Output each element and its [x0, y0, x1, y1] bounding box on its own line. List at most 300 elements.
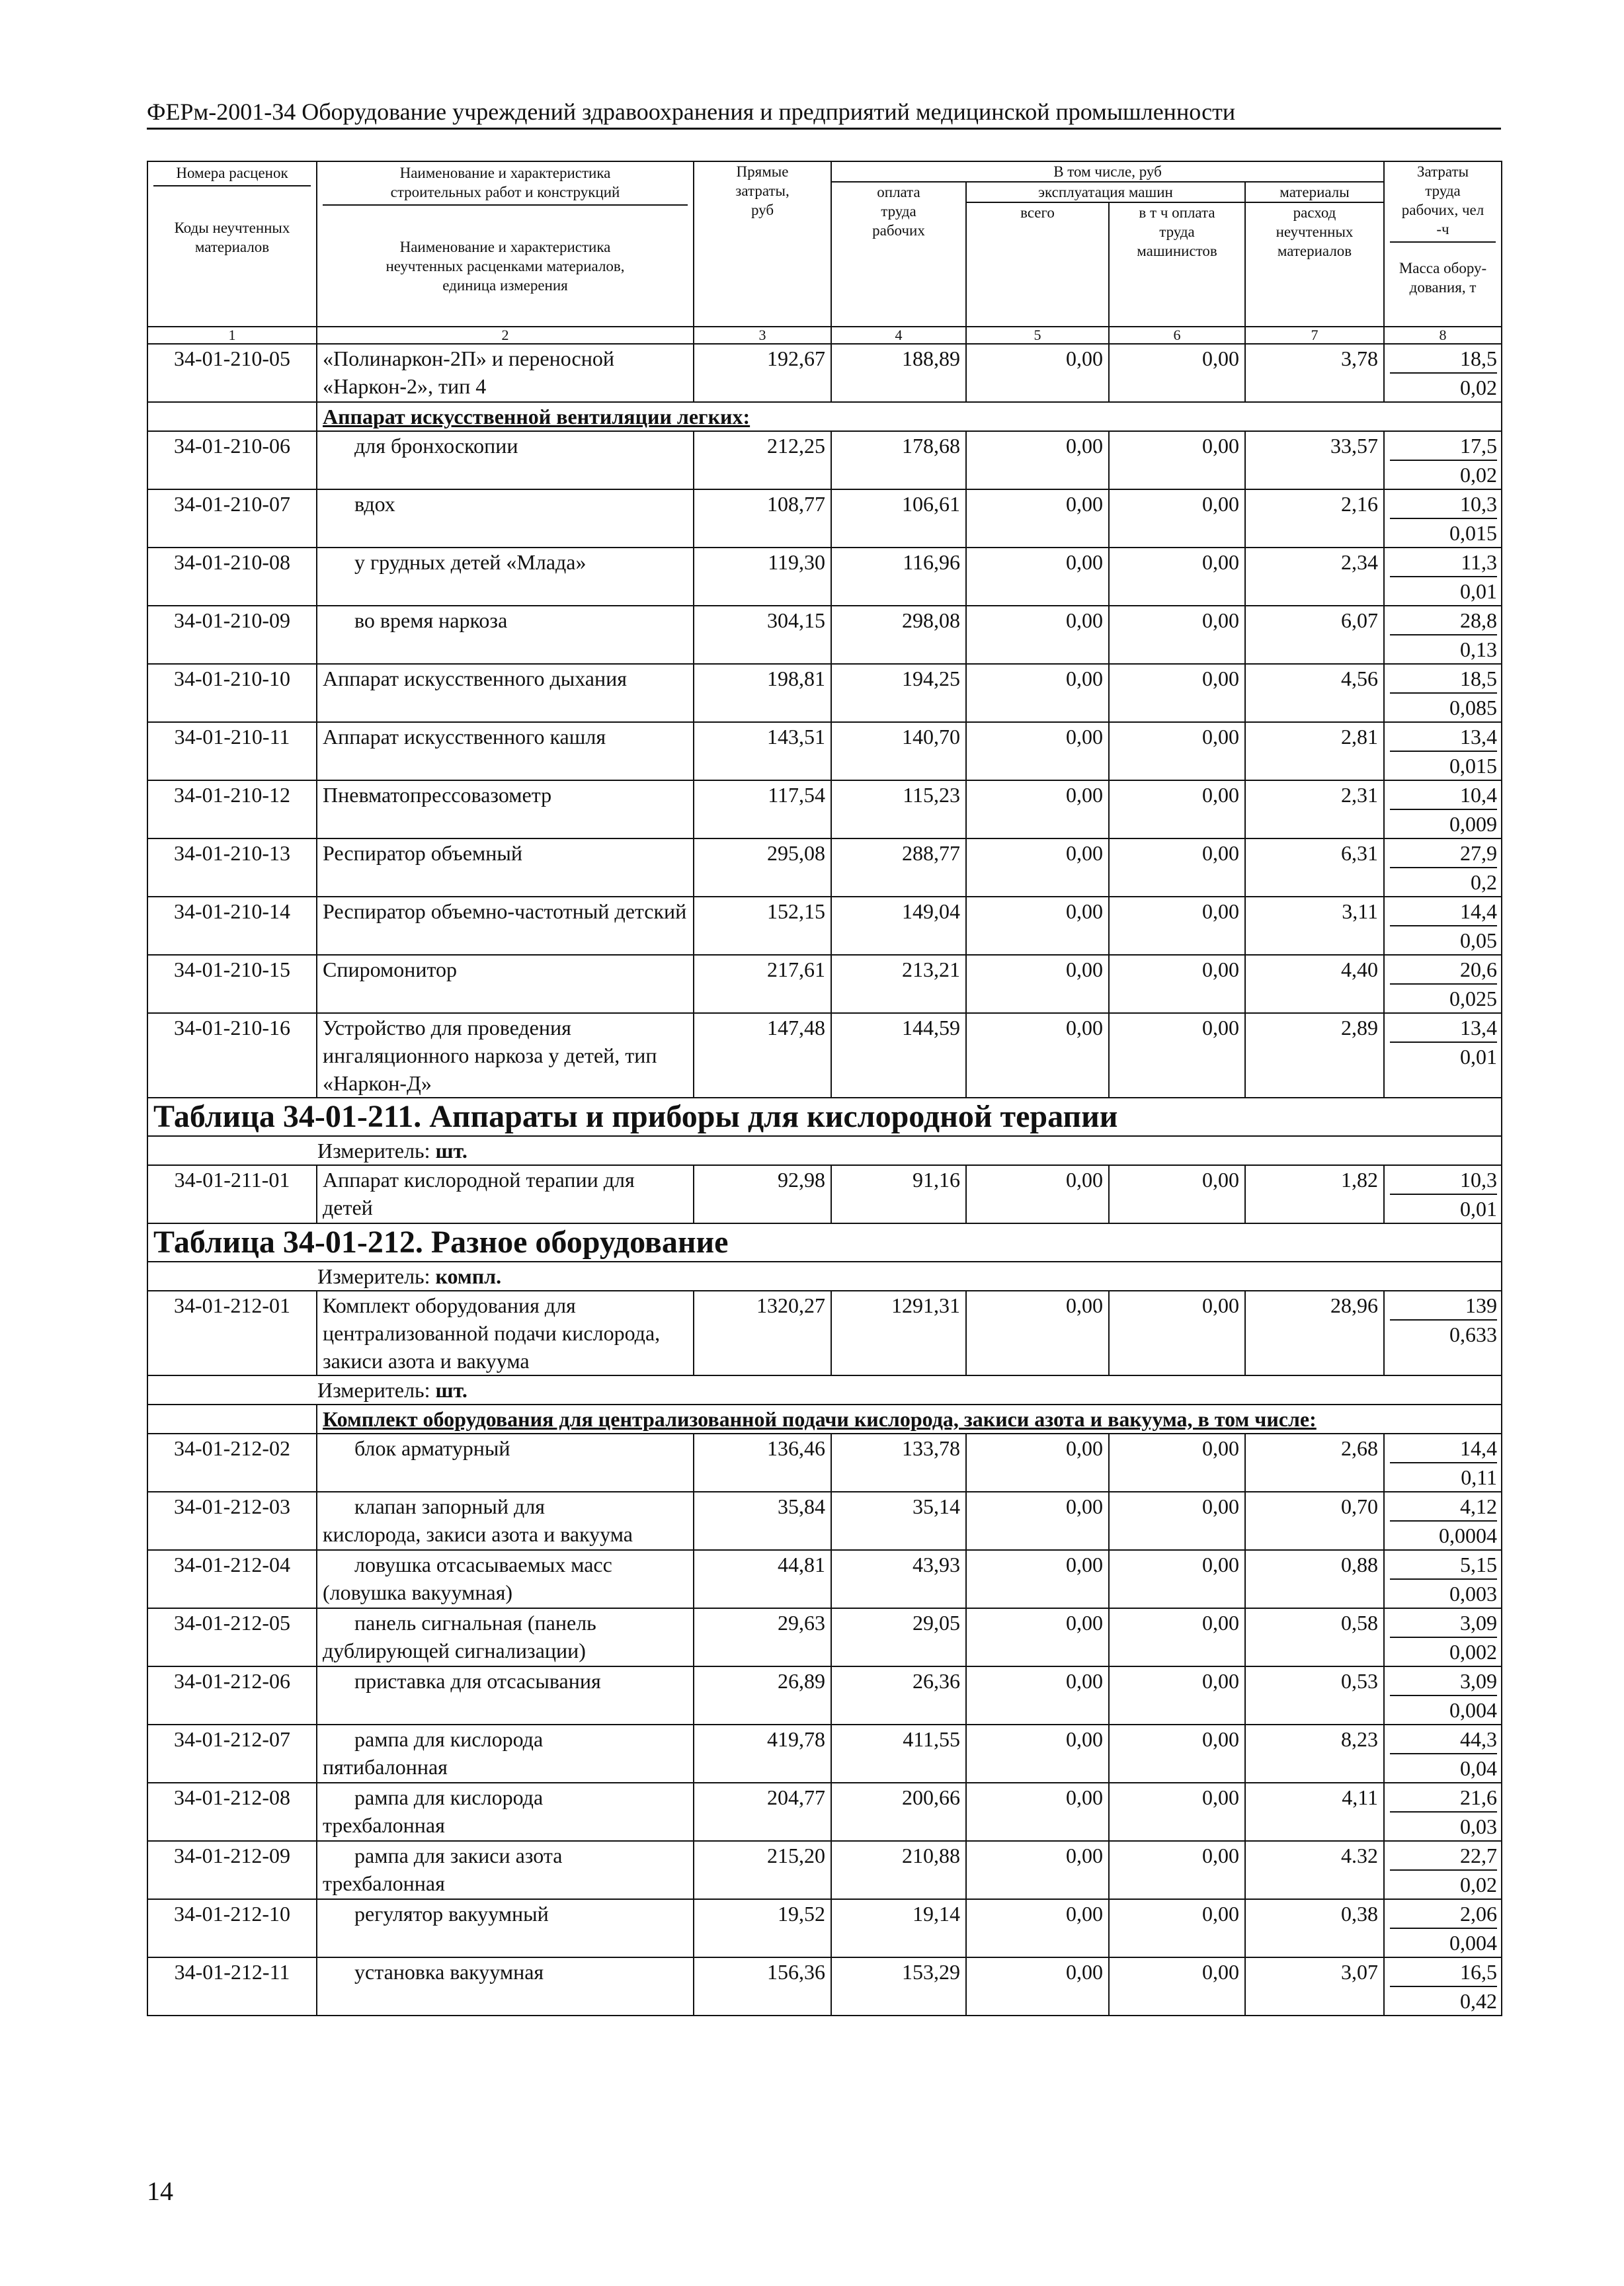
labor-cost: 43,93	[831, 1550, 966, 1608]
rate-code: 34-01-210-13	[147, 838, 317, 897]
labor-mass-cell	[1384, 548, 1502, 606]
material-cost: 4,11	[1245, 1783, 1384, 1841]
machinist-labor-cost: 0,00	[1109, 1899, 1245, 1957]
table-row	[147, 1666, 1502, 1725]
labor-cost: 298,08	[831, 606, 966, 664]
col8-bottom-label: Масса обору-дования, т	[1399, 260, 1487, 296]
rate-name-text: вдох	[354, 492, 395, 516]
material-cost: 0,70	[1245, 1492, 1384, 1550]
meter-label: Измеритель:	[317, 1139, 430, 1163]
direct-cost: 35,84	[694, 1492, 831, 1550]
labor-cost: 411,55	[831, 1725, 966, 1783]
rate-name-text: блок арматурный	[354, 1436, 510, 1460]
machine-cost: 0,00	[966, 489, 1109, 548]
labor-hours: 27,9	[1390, 839, 1497, 868]
machine-cost: 0,00	[966, 1957, 1109, 2016]
labor-hours: 16,5	[1390, 1958, 1497, 1987]
rate-name	[317, 664, 694, 722]
direct-cost: 136,46	[694, 1434, 831, 1492]
col6-header: в т ч оплата труда машинистов	[1109, 202, 1245, 327]
rate-code: 34-01-212-09	[147, 1841, 317, 1899]
equipment-mass: 0,42	[1460, 1989, 1498, 2013]
col4-header: оплата труда рабочих	[831, 182, 966, 327]
machinist-labor-cost: 0,00	[1109, 1783, 1245, 1841]
machine-cost: 0,00	[966, 1550, 1109, 1608]
rate-name-text: Комплект оборудования для централизованной подачи кислорода, закиси азота и вакуума	[323, 1293, 661, 1373]
direct-cost: 198,81	[694, 664, 831, 722]
rate-name-text: Спиромонитор	[323, 958, 458, 981]
rate-name-text: Аппарат искусственного дыхания	[323, 667, 627, 690]
column-number: 1	[147, 327, 317, 344]
labor-hours: 18,5	[1390, 665, 1497, 694]
machinist-labor-cost: 0,00	[1109, 1666, 1245, 1725]
direct-cost: 212,25	[694, 431, 831, 489]
equipment-mass: 0,0004	[1439, 1524, 1498, 1547]
equipment-mass: 0,02	[1460, 1873, 1498, 1897]
equipment-mass: 0,05	[1460, 928, 1498, 952]
equipment-mass: 0,11	[1461, 1465, 1498, 1489]
section-heading: Аппарат искусственной вентиляции легких:	[317, 402, 1502, 431]
direct-cost: 119,30	[694, 548, 831, 606]
rate-name-text: клапан запорный для	[354, 1494, 546, 1518]
material-cost: 4,40	[1245, 955, 1384, 1013]
direct-cost: 117,54	[694, 780, 831, 838]
rate-name	[317, 548, 694, 606]
labor-hours: 5,15	[1390, 1551, 1497, 1580]
material-cost: 28,96	[1245, 1291, 1384, 1375]
column-number: 3	[694, 327, 831, 344]
rate-name	[317, 955, 694, 1013]
table-row	[147, 1841, 1502, 1899]
labor-mass-cell	[1384, 606, 1502, 664]
equipment-mass: 0,004	[1449, 1931, 1498, 1955]
labor-mass-cell	[1384, 1783, 1502, 1841]
rate-name-text: для бронхоскопии	[354, 434, 518, 458]
labor-cost: 200,66	[831, 1783, 966, 1841]
equipment-mass: 0,01	[1460, 1197, 1498, 1221]
material-cost: 33,57	[1245, 431, 1384, 489]
labor-mass-cell	[1384, 1899, 1502, 1957]
col3-header: Прямые затраты, руб	[694, 161, 831, 327]
rate-name	[317, 1165, 694, 1223]
rate-name-text: Пневматопрессовазометр	[323, 783, 552, 807]
rate-code: 34-01-210-10	[147, 664, 317, 722]
rate-name-text: регулятор вакуумный	[354, 1902, 549, 1926]
material-cost: 0,88	[1245, 1550, 1384, 1608]
rate-name	[317, 606, 694, 664]
rate-name	[317, 1957, 694, 2016]
material-cost: 1,82	[1245, 1165, 1384, 1223]
labor-hours: 2,06	[1390, 1900, 1497, 1929]
rate-name-text: рампа для кислорода	[354, 1785, 544, 1809]
labor-cost: 210,88	[831, 1841, 966, 1899]
labor-hours: 14,4	[1390, 1434, 1497, 1463]
table-row	[147, 955, 1502, 1013]
equipment-mass: 0,025	[1449, 987, 1498, 1010]
meter-unit: компл.	[435, 1264, 502, 1288]
table-row	[147, 548, 1502, 606]
machinist-labor-cost: 0,00	[1109, 955, 1245, 1013]
equipment-mass: 0,004	[1449, 1698, 1498, 1722]
rate-name	[317, 780, 694, 838]
labor-mass-cell	[1384, 1291, 1502, 1375]
labor-cost: 116,96	[831, 548, 966, 606]
machine-cost: 0,00	[966, 1165, 1109, 1223]
labor-mass-cell	[1384, 780, 1502, 838]
rate-name	[317, 1291, 694, 1375]
labor-mass-cell	[1384, 722, 1502, 780]
direct-cost: 215,20	[694, 1841, 831, 1899]
labor-mass-cell	[1384, 955, 1502, 1013]
col8-top-label: Затраты труда рабочих, чел -ч	[1390, 162, 1496, 243]
rate-code: 34-01-210-11	[147, 722, 317, 780]
meter-unit: шт.	[435, 1139, 467, 1163]
material-cost: 2,68	[1245, 1434, 1384, 1492]
labor-hours: 3,09	[1390, 1667, 1497, 1696]
rate-name-continuation: пятибалонная	[323, 1755, 448, 1779]
rate-code: 34-01-212-11	[147, 1957, 317, 2016]
equipment-mass: 0,002	[1449, 1640, 1498, 1664]
table-row	[147, 1165, 1502, 1223]
machinist-labor-cost: 0,00	[1109, 722, 1245, 780]
machine-cost: 0,00	[966, 664, 1109, 722]
equipment-mass: 0,633	[1449, 1323, 1498, 1346]
rate-code: 34-01-211-01	[147, 1165, 317, 1223]
meter	[147, 1375, 1502, 1405]
labor-mass-cell	[1384, 1957, 1502, 2016]
labor-hours: 11,3	[1390, 548, 1497, 577]
rate-name	[317, 1434, 694, 1492]
rate-name	[317, 1608, 694, 1666]
rate-code: 34-01-210-14	[147, 897, 317, 955]
labor-cost: 149,04	[831, 897, 966, 955]
labor-hours: 13,4	[1390, 1014, 1497, 1043]
labor-cost: 26,36	[831, 1666, 966, 1725]
material-cost: 0,38	[1245, 1899, 1384, 1957]
table-row	[147, 1899, 1502, 1957]
machine-cost: 0,00	[966, 431, 1109, 489]
equipment-mass: 0,2	[1471, 870, 1498, 894]
machinist-labor-cost: 0,00	[1109, 664, 1245, 722]
labor-hours: 13,4	[1390, 723, 1497, 752]
rate-name	[317, 722, 694, 780]
rate-name-text: Аппарат искусственного кашля	[323, 725, 606, 749]
direct-cost: 152,15	[694, 897, 831, 955]
labor-cost: 115,23	[831, 780, 966, 838]
labor-cost: 1291,31	[831, 1291, 966, 1375]
rate-name-text: во время наркоза	[354, 608, 508, 632]
rate-name-continuation: трехбалонная	[323, 1871, 445, 1895]
rate-name	[317, 897, 694, 955]
table-title: Таблица 34-01-212. Разное оборудование	[147, 1223, 1502, 1262]
material-cost: 8,23	[1245, 1725, 1384, 1783]
rate-name	[317, 1013, 694, 1098]
labor-cost: 178,68	[831, 431, 966, 489]
materials-header: материалы	[1245, 182, 1384, 202]
machine-cost: 0,00	[966, 1899, 1109, 1957]
rate-name-text: панель сигнальная (панель	[354, 1611, 596, 1635]
rate-code: 34-01-210-06	[147, 431, 317, 489]
rate-name-text: установка вакуумная	[354, 1960, 544, 1984]
machinist-labor-cost: 0,00	[1109, 1841, 1245, 1899]
rate-code: 34-01-210-05	[147, 344, 317, 402]
direct-cost: 217,61	[694, 955, 831, 1013]
machine-cost: 0,00	[966, 344, 1109, 402]
table-row	[147, 780, 1502, 838]
material-cost: 3,07	[1245, 1957, 1384, 2016]
section-blank	[147, 402, 317, 431]
table-row	[147, 1291, 1502, 1375]
rates-table	[147, 161, 1502, 2016]
table-row	[147, 722, 1502, 780]
labor-cost: 288,77	[831, 838, 966, 897]
labor-mass-cell	[1384, 344, 1502, 402]
machinist-labor-cost: 0,00	[1109, 489, 1245, 548]
machine-cost: 0,00	[966, 1608, 1109, 1666]
direct-cost: 295,08	[694, 838, 831, 897]
rate-name-text: у грудных детей «Млада»	[354, 550, 587, 574]
rate-name	[317, 838, 694, 897]
direct-cost: 304,15	[694, 606, 831, 664]
machine-cost: 0,00	[966, 897, 1109, 955]
direct-cost: 192,67	[694, 344, 831, 402]
rate-name	[317, 489, 694, 548]
machine-cost: 0,00	[966, 1666, 1109, 1725]
labor-hours: 4,12	[1390, 1492, 1497, 1522]
column-numbers-row	[147, 327, 1502, 344]
table-row	[147, 1957, 1502, 2016]
rate-code: 34-01-212-06	[147, 1666, 317, 1725]
labor-mass-cell	[1384, 1666, 1502, 1725]
labor-mass-cell	[1384, 1608, 1502, 1666]
table-row	[147, 664, 1502, 722]
table-row	[147, 1783, 1502, 1841]
labor-hours: 10,3	[1390, 490, 1497, 519]
section-blank	[147, 1405, 317, 1434]
rate-name-text: рампа для кислорода	[354, 1727, 544, 1751]
column-number: 2	[317, 327, 694, 344]
rate-name-text: Устройство для проведения ингаляционного наркоза у детей, тип «Наркон-Д»	[323, 1016, 657, 1095]
machinist-labor-cost: 0,00	[1109, 1434, 1245, 1492]
rate-code: 34-01-212-04	[147, 1550, 317, 1608]
direct-cost: 1320,27	[694, 1291, 831, 1375]
rate-code: 34-01-212-10	[147, 1899, 317, 1957]
direct-cost: 143,51	[694, 722, 831, 780]
machine-cost: 0,00	[966, 1783, 1109, 1841]
col1-bottom-label: Коды неучтенных материалов	[174, 220, 290, 255]
labor-mass-cell	[1384, 1841, 1502, 1899]
rate-name	[317, 1666, 694, 1725]
machine-cost: 0,00	[966, 780, 1109, 838]
rates-sheet	[147, 161, 1501, 2016]
rate-code: 34-01-212-02	[147, 1434, 317, 1492]
labor-cost: 213,21	[831, 955, 966, 1013]
equipment-mass: 0,13	[1460, 637, 1498, 661]
labor-mass-cell	[1384, 1725, 1502, 1783]
labor-hours: 10,3	[1390, 1166, 1497, 1195]
equipment-mass: 0,01	[1460, 579, 1498, 603]
machinist-labor-cost: 0,00	[1109, 1291, 1245, 1375]
equipment-mass: 0,02	[1460, 376, 1498, 399]
material-cost: 2,31	[1245, 780, 1384, 838]
rate-code: 34-01-212-08	[147, 1783, 317, 1841]
rate-name-continuation: трехбалонная	[323, 1813, 445, 1837]
rate-code: 34-01-210-08	[147, 548, 317, 606]
section-heading: Комплект оборудования для централизованной подачи кислорода, закиси азота и вакуума, в том числе:	[317, 1405, 1502, 1434]
machinist-labor-cost: 0,00	[1109, 1608, 1245, 1666]
material-cost: 4.32	[1245, 1841, 1384, 1899]
table-title-row	[147, 1223, 1502, 1262]
col8-header	[1384, 161, 1502, 327]
machine-cost: 0,00	[966, 1434, 1109, 1492]
labor-cost: 194,25	[831, 664, 966, 722]
material-cost: 6,07	[1245, 606, 1384, 664]
rate-name-text: рампа для закиси азота	[354, 1844, 563, 1867]
meter	[147, 1262, 1502, 1291]
column-number: 4	[831, 327, 966, 344]
labor-mass-cell	[1384, 1492, 1502, 1550]
direct-cost: 29,63	[694, 1608, 831, 1666]
rate-name-text: Респиратор объемно-частотный детский	[323, 899, 687, 923]
material-cost: 3,11	[1245, 897, 1384, 955]
material-cost: 3,78	[1245, 344, 1384, 402]
material-cost: 6,31	[1245, 838, 1384, 897]
labor-mass-cell	[1384, 1013, 1502, 1098]
direct-cost: 419,78	[694, 1725, 831, 1783]
material-cost: 2,16	[1245, 489, 1384, 548]
material-cost: 0,58	[1245, 1608, 1384, 1666]
col2-bottom-label: Наименование и характеристика неучтенных расценками материалов, единица измерения	[386, 239, 625, 294]
labor-mass-cell	[1384, 838, 1502, 897]
rate-name-text: Аппарат кислородной терапии для детей	[323, 1168, 635, 1219]
equipment-mass: 0,085	[1449, 696, 1498, 719]
table-row	[147, 897, 1502, 955]
meter-row	[147, 1136, 1502, 1165]
rate-name-text: ловушка отсасываемых масс	[354, 1553, 612, 1576]
meter-unit: шт.	[435, 1378, 467, 1402]
rate-code: 34-01-212-03	[147, 1492, 317, 1550]
machine-cost: 0,00	[966, 722, 1109, 780]
material-cost: 4,56	[1245, 664, 1384, 722]
rate-name-continuation: (ловушка вакуумная)	[323, 1580, 513, 1604]
section-row	[147, 402, 1502, 431]
rate-code: 34-01-210-07	[147, 489, 317, 548]
material-cost: 0,53	[1245, 1666, 1384, 1725]
direct-cost: 147,48	[694, 1013, 831, 1098]
equipment-mass: 0,03	[1460, 1815, 1498, 1838]
rate-name-continuation: дублирующей сигнализации)	[323, 1639, 586, 1662]
table-title-row	[147, 1098, 1502, 1136]
machinist-labor-cost: 0,00	[1109, 344, 1245, 402]
rate-name	[317, 1492, 694, 1550]
direct-cost: 44,81	[694, 1550, 831, 1608]
column-number: 7	[1245, 327, 1384, 344]
table-row	[147, 1550, 1502, 1608]
col1-header	[147, 161, 317, 327]
table-row	[147, 344, 1502, 402]
material-cost: 2,34	[1245, 548, 1384, 606]
labor-hours: 18,5	[1390, 345, 1497, 374]
material-cost: 2,89	[1245, 1013, 1384, 1098]
labor-hours: 22,7	[1390, 1842, 1497, 1871]
direct-cost: 156,36	[694, 1957, 831, 2016]
labor-hours: 3,09	[1390, 1609, 1497, 1638]
labor-cost: 133,78	[831, 1434, 966, 1492]
equipment-mass: 0,02	[1460, 463, 1498, 487]
table-row	[147, 1725, 1502, 1783]
rate-code: 34-01-210-12	[147, 780, 317, 838]
machine-cost: 0,00	[966, 606, 1109, 664]
direct-cost: 108,77	[694, 489, 831, 548]
rate-name-text: «Полинаркон-2П» и переносной «Наркон-2», тип 4	[323, 347, 614, 398]
machinist-labor-cost: 0,00	[1109, 548, 1245, 606]
machine-cost: 0,00	[966, 955, 1109, 1013]
machine-cost: 0,00	[966, 1725, 1109, 1783]
direct-cost: 26,89	[694, 1666, 831, 1725]
equipment-mass: 0,015	[1449, 754, 1498, 778]
equipment-mass: 0,009	[1449, 812, 1498, 836]
labor-mass-cell	[1384, 664, 1502, 722]
direct-cost: 92,98	[694, 1165, 831, 1223]
rate-name	[317, 1841, 694, 1899]
labor-mass-cell	[1384, 897, 1502, 955]
machine-cost: 0,00	[966, 838, 1109, 897]
table-row	[147, 1013, 1502, 1098]
table-row	[147, 431, 1502, 489]
machine-cost: 0,00	[966, 1013, 1109, 1098]
labor-hours: 20,6	[1390, 956, 1497, 985]
labor-cost: 144,59	[831, 1013, 966, 1098]
machinist-labor-cost: 0,00	[1109, 1957, 1245, 2016]
machinist-labor-cost: 0,00	[1109, 838, 1245, 897]
machinist-labor-cost: 0,00	[1109, 1725, 1245, 1783]
labor-hours: 10,4	[1390, 781, 1497, 810]
labor-cost: 29,05	[831, 1608, 966, 1666]
machinist-labor-cost: 0,00	[1109, 1165, 1245, 1223]
column-number: 8	[1384, 327, 1502, 344]
page-header: ФЕРм-2001-34 Оборудование учреждений здравоохранения и предприятий медицинской промышленности	[147, 99, 1236, 125]
machinist-labor-cost: 0,00	[1109, 431, 1245, 489]
table-row	[147, 1492, 1502, 1550]
labor-mass-cell	[1384, 1550, 1502, 1608]
direct-cost: 204,77	[694, 1783, 831, 1841]
table-row	[147, 606, 1502, 664]
included-header: В том числе, руб	[831, 161, 1384, 182]
machinist-labor-cost: 0,00	[1109, 897, 1245, 955]
labor-cost: 106,61	[831, 489, 966, 548]
labor-cost: 19,14	[831, 1899, 966, 1957]
table-row	[147, 1608, 1502, 1666]
equipment-mass: 0,04	[1460, 1756, 1498, 1780]
col5-header: всего	[966, 202, 1109, 327]
equipment-mass: 0,003	[1449, 1582, 1498, 1606]
column-number: 6	[1109, 327, 1245, 344]
rate-name	[317, 431, 694, 489]
page-number: 14	[147, 2176, 173, 2206]
header-rule	[147, 128, 1501, 130]
labor-mass-cell	[1384, 489, 1502, 548]
machine-cost: 0,00	[966, 1492, 1109, 1550]
rate-name	[317, 1783, 694, 1841]
labor-cost: 140,70	[831, 722, 966, 780]
labor-mass-cell	[1384, 431, 1502, 489]
labor-hours: 21,6	[1390, 1783, 1497, 1813]
col1-top-label: Номера расценок	[153, 162, 311, 186]
equipment-mass: 0,015	[1449, 521, 1498, 545]
col2-header	[317, 161, 694, 327]
rate-code: 34-01-210-15	[147, 955, 317, 1013]
machinist-labor-cost: 0,00	[1109, 606, 1245, 664]
